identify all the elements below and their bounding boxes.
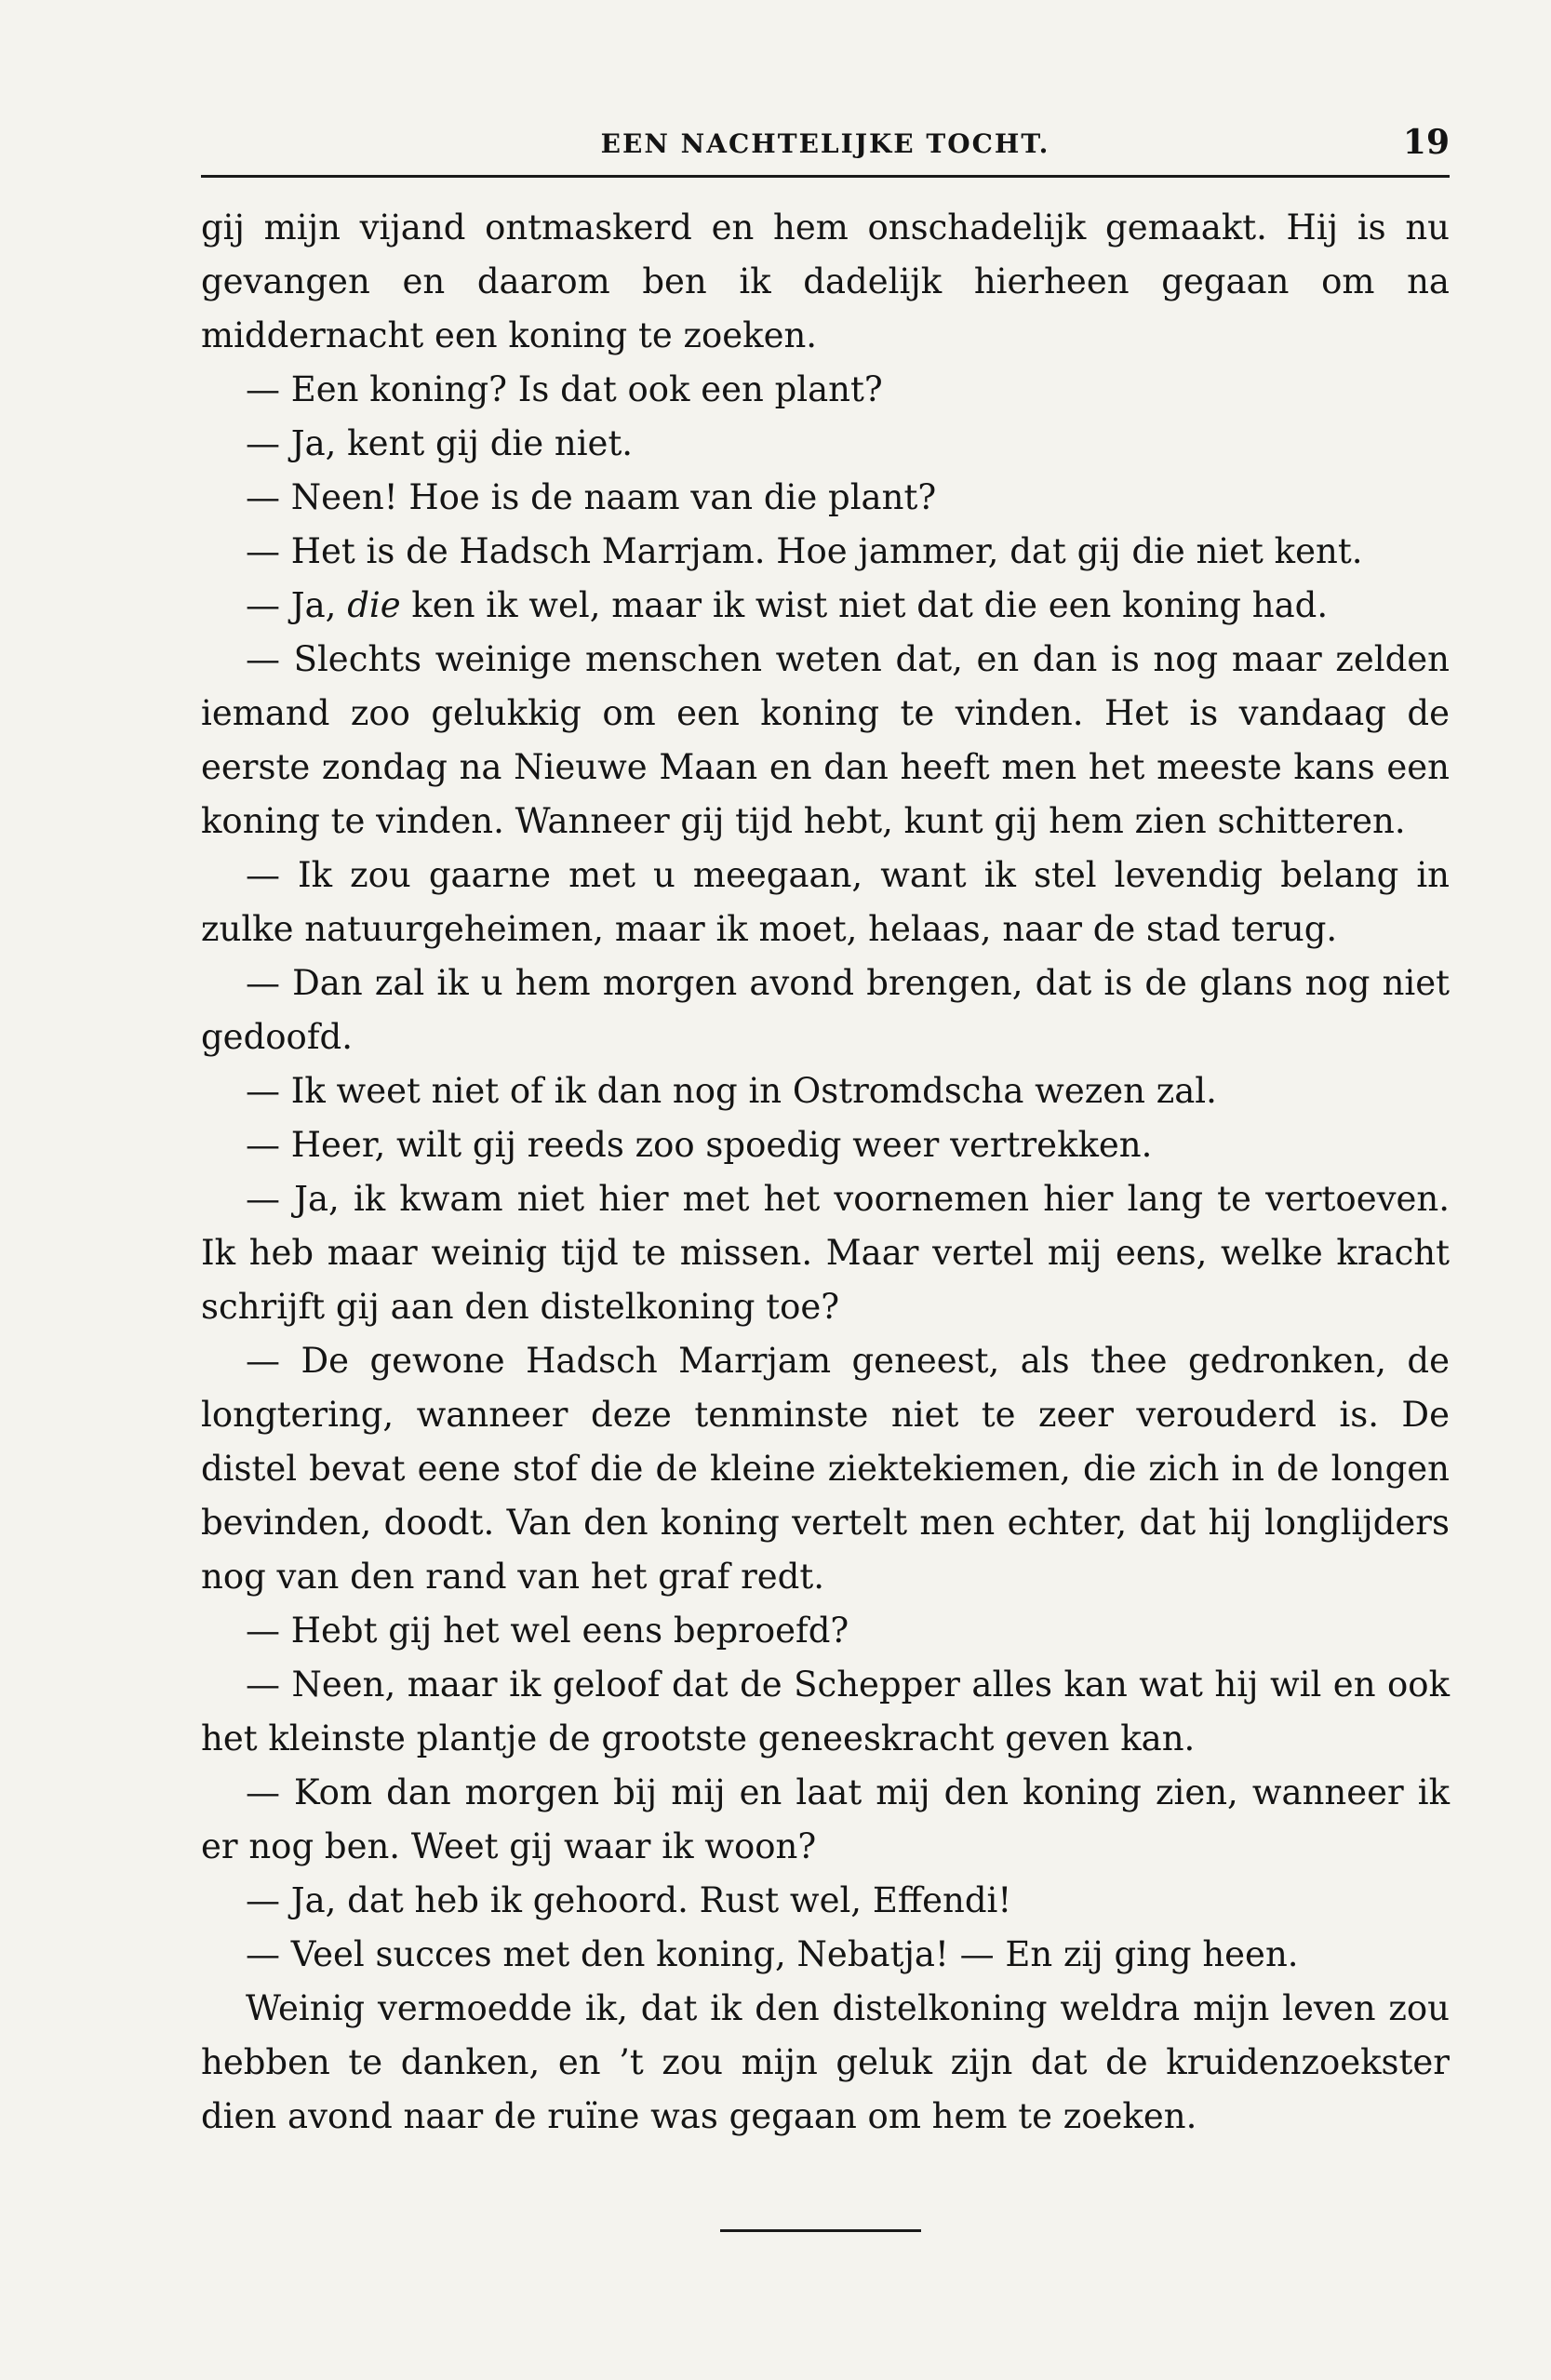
italic-prefix: — Ja,: [246, 585, 348, 625]
end-rule: [720, 2229, 921, 2232]
dialogue-line: — De gewone Hadsch Marrjam geneest, als thee gedronken, de longtering, wanneer deze tenminste niet te zeer verouderd is. De distel bevat eene stof die de kleine ziektekiemen, die zich in de longen bevinden, doodt. Van den koning vertelt men echter, dat hij longlijders nog van den rand van het graf redt.: [201, 1341, 1450, 1597]
book-page: [201, 0, 1450, 2380]
dialogue-line: — Neen! Hoe is de naam van die plant?: [246, 477, 937, 517]
page-number: 19: [1402, 123, 1450, 162]
dialogue-line: — Een koning? Is dat ook een plant?: [246, 369, 883, 409]
dialogue-line: — Ja, dat heb ik gehoord. Rust wel, Effendi!: [246, 1880, 1012, 1920]
dialogue-line: — Kom dan morgen bij mij en laat mij den koning zien, wanneer ik er nog ben. Weet gij waar ik woon?: [201, 1772, 1450, 1866]
body-text: [201, 201, 1450, 2144]
dialogue-line: — Slechts weinige menschen weten dat, en dan is nog maar zelden iemand zoo gelukkig om een koning te vinden. Het is vandaag de eerste zondag na Nieuwe Maan en dan heeft men het meeste kans een koning te vinden. Wanneer gij tijd hebt, kunt gij hem zien schitteren.: [201, 639, 1450, 841]
header-rule: [201, 175, 1450, 178]
running-title: EEN NACHTELIJKE TOCHT.: [600, 128, 1050, 159]
italic-suffix: ken ik wel, maar ik wist niet dat die een koning had.: [400, 585, 1329, 625]
dialogue-line: — Dan zal ik u hem morgen avond brengen, dat is de glans nog niet gedoofd.: [201, 963, 1450, 1057]
closing-paragraph: Weinig vermoedde ik, dat ik den distelkoning weldra mijn leven zou hebben te danken, en ’t zou mijn geluk zijn dat de kruidenzoekster dien avond naar de ruïne was gegaan om hem te zoeken.: [201, 1988, 1450, 2136]
dialogue-line: — Hebt gij het wel eens beproefd?: [246, 1611, 849, 1651]
dialogue-line: — Ja, ik kwam niet hier met het voornemen hier lang te vertoeven. Ik heb maar weinig tijd te missen. Maar vertel mij eens, welke kracht schrijft gij aan den distelkoning toe?: [201, 1179, 1450, 1327]
dialogue-line: — Heer, wilt gij reeds zoo spoedig weer vertrekken.: [246, 1125, 1153, 1165]
running-head: [201, 119, 1450, 175]
dialogue-line: — Ik weet niet of ik dan nog in Ostromdscha wezen zal.: [246, 1071, 1217, 1111]
dialogue-line-italic: [201, 579, 1450, 633]
dialogue-line: — Het is de Hadsch Marrjam. Hoe jammer, dat gij die niet kent.: [246, 531, 1363, 571]
italic-emphasis: die: [347, 585, 401, 625]
paragraph: gij mijn vijand ontmaskerd en hem onschadelijk gemaakt. Hij is nu gevangen en daarom ben ik dadelijk hierheen gegaan om na middernacht een koning te zoeken.: [201, 207, 1450, 355]
dialogue-line: — Ik zou gaarne met u meegaan, want ik stel levendig belang in zulke natuurgeheimen, maar ik moet, helaas, naar de stad terug.: [201, 855, 1450, 949]
dialogue-line: — Neen, maar ik geloof dat de Schepper alles kan wat hij wil en ook het kleinste plantje de grootste geneeskracht geven kan.: [201, 1665, 1450, 1758]
dialogue-line: — Ja, kent gij die niet.: [246, 423, 634, 463]
dialogue-line: — Veel succes met den koning, Nebatja! — En zij ging heen.: [246, 1934, 1299, 1974]
